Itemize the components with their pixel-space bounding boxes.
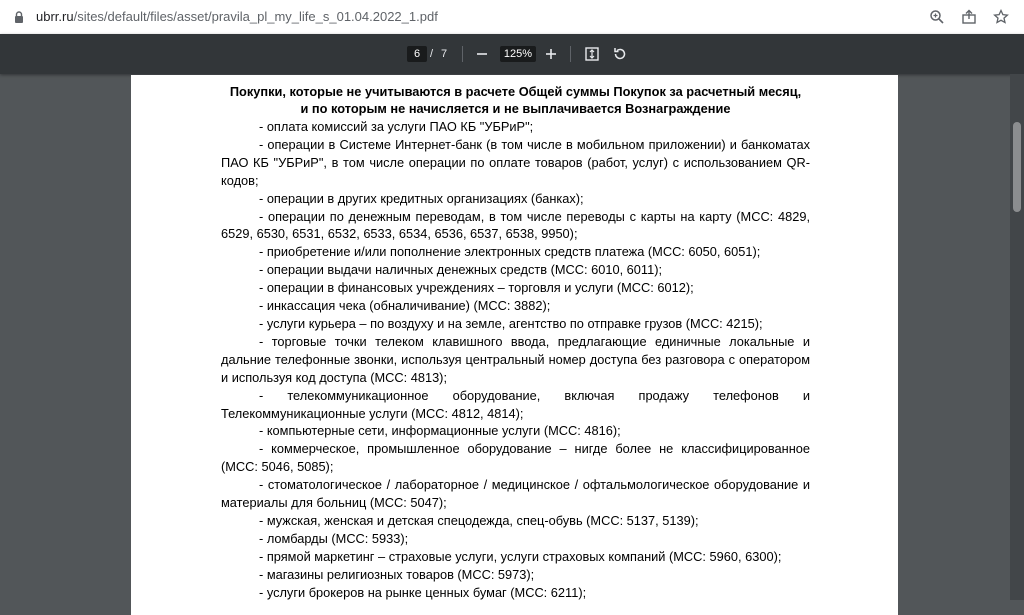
list-item: - коммерческое, промышленное оборудование – нигде более не классифицированное (MCC: 5046, 5085); xyxy=(221,441,810,475)
page-number-input[interactable]: 6 xyxy=(407,46,427,62)
list-item: - стоматологическое / лабораторное / медицинское / офтальмологическое оборудование и материалы для больниц (MCC: 5047); xyxy=(221,477,810,511)
title-line: Покупки, которые не учитываются в расчете Общей суммы Покупок за расчетный месяц, xyxy=(229,84,802,99)
pdf-viewer xyxy=(0,34,1024,600)
list-item: - операции в финансовых учреждениях – торговля и услуги (MCC: 6012); xyxy=(259,280,694,296)
toolbar-divider xyxy=(570,46,571,62)
list-item: - услуги курьера – по воздуху и на земле, агентство по отправке грузов (MCC: 4215); xyxy=(259,315,763,331)
list-item: - приобретение и/или пополнение электронных средств платежа (MCC: 6050, 6051); xyxy=(259,244,761,260)
list-item: - операции выдачи наличных денежных средств (MCC: 6010, 6011); xyxy=(259,262,663,278)
zoom-out-button[interactable] xyxy=(472,44,492,64)
list-item: - ломбарды (MCC: 5933); xyxy=(259,530,409,546)
zoom-icon[interactable] xyxy=(928,8,946,26)
list-item: - операции в других кредитных организациях (банках); xyxy=(259,190,584,206)
url-path: /sites/default/files/asset/pravila_pl_my_life_s_01.04.2022_1.pdf xyxy=(73,9,438,24)
pdf-toolbar xyxy=(0,34,1024,74)
url-host: ubrr.ru xyxy=(36,9,74,24)
list-item: - инкассация чека (обналичивание) (MCC: 3882); xyxy=(259,298,551,314)
scrollbar-thumb[interactable] xyxy=(1013,122,1021,212)
list-item: - магазины религиозных товаров (MCC: 5973); xyxy=(259,566,535,582)
title-line: и по которым не начисляется и не выплачивается Вознаграждение xyxy=(300,101,731,116)
toolbar-divider xyxy=(462,46,463,62)
pdf-page xyxy=(131,75,898,615)
list-item: - прямой маркетинг – страховые услуги, услуги страховых компаний (MCC: 5960, 6300); xyxy=(259,548,782,564)
list-item: - операции по денежным переводам, в том числе переводы с карты на карту (MCC: 4829, 6529, 6530, 6531, 6532, 6533, 6534, 6536, 6537, 6538, 9950); xyxy=(221,208,810,242)
plus-icon xyxy=(545,48,557,60)
page-total: 7 xyxy=(441,48,448,60)
bookmark-star-icon[interactable] xyxy=(992,8,1010,26)
list-item: - операции в Системе Интернет-банк (в том числе в мобильном приложении) и банкоматах ПАО КБ "УБРиР", в том числе операции по оплате товаров (работ, услуг) с использованием QR-кодов; xyxy=(221,136,810,188)
list-item: - оплата комиссий за услуги ПАО КБ "УБРиР"; xyxy=(259,119,534,134)
list-item: - компьютерные сети, информационные услуги (MCC: 4816); xyxy=(259,423,621,439)
share-icon[interactable] xyxy=(960,8,978,26)
vertical-scrollbar[interactable] xyxy=(1010,74,1024,600)
rotate-button[interactable] xyxy=(610,44,630,64)
fit-to-page-button[interactable] xyxy=(582,44,602,64)
page-separator: / xyxy=(430,48,434,60)
rotate-icon xyxy=(612,46,628,62)
section-title xyxy=(221,83,810,117)
minus-icon xyxy=(476,48,488,60)
zoom-level-input[interactable]: 125% xyxy=(500,46,536,62)
page-content xyxy=(221,83,810,601)
url-text[interactable] xyxy=(36,9,438,24)
list-item: - торговые точки телеком клавишного ввода, предлагающие единичные локальные и дальние телефонные звонки, используя центральный номер доступа без разговора с оператором и используя код доступа (MCC: 4813); xyxy=(221,333,810,385)
lock-icon[interactable] xyxy=(12,10,26,24)
list-item: - услуги брокеров на рынке ценных бумаг (MCC: 6211); xyxy=(259,584,587,600)
fit-page-icon xyxy=(584,46,600,62)
list-item: - телекоммуникационное оборудование, включая продажу телефонов и Телекоммуникационные услуги (MCC: 4812, 4814); xyxy=(221,387,810,421)
list-item: - мужская, женская и детская спецодежда, спец-обувь (MCC: 5137, 5139); xyxy=(259,512,699,528)
zoom-in-button[interactable] xyxy=(541,44,561,64)
address-bar[interactable] xyxy=(0,0,1024,35)
